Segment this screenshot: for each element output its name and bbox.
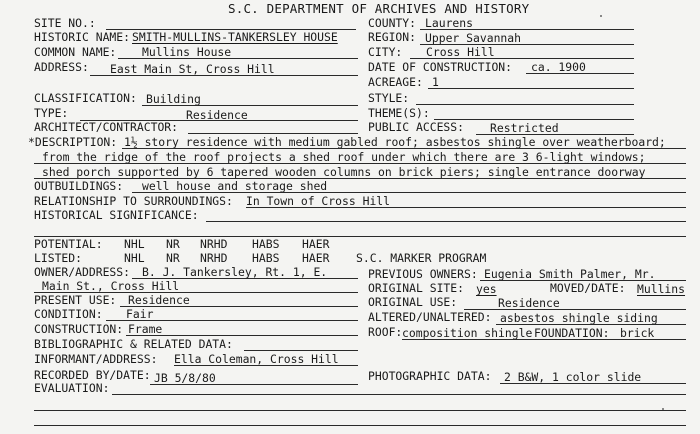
architect-line xyxy=(188,133,358,134)
historic-name-value: SMITH-MULLINS-TANKERSLEY HOUSE xyxy=(132,30,338,44)
listed-nrhd: NRHD xyxy=(200,251,228,265)
county-value: Laurens xyxy=(425,16,474,30)
owner-line-1: B. J. Tankersley, Rt. 1, E. xyxy=(142,265,328,279)
recorded-value: JB 5/8/80 xyxy=(154,371,216,385)
surroundings-line xyxy=(246,207,686,208)
description-rule-1 xyxy=(122,148,686,149)
theme-label: THEME(S): xyxy=(368,106,430,120)
marker-program-label: S.C. MARKER PROGRAM xyxy=(356,251,487,265)
informant-line xyxy=(174,365,358,366)
altered-value: asbestos shingle siding xyxy=(500,311,658,325)
roof-value: composition shingle xyxy=(402,326,533,340)
description-line-1: 1½ story residence with medium gabled roof; asbestos shingle over weatherboard; xyxy=(124,135,666,149)
moved-date-value: Mullins xyxy=(637,282,686,296)
foundation-label: FOUNDATION: xyxy=(534,326,610,340)
roof-foundation-line xyxy=(402,339,686,340)
common-name-value: Mullins House xyxy=(142,45,232,59)
original-use-line xyxy=(464,309,686,310)
photographic-label: PHOTOGRAPHIC DATA: xyxy=(368,369,492,383)
evaluation-label: EVALUATION: xyxy=(34,381,110,395)
present-use-line xyxy=(120,306,358,307)
acreage-line xyxy=(428,88,634,89)
style-line xyxy=(416,104,634,105)
date-label: DATE OF CONSTRUCTION: xyxy=(368,60,513,74)
classification-value: Building xyxy=(146,92,201,106)
historic-name-label: HISTORIC NAME: xyxy=(34,30,131,44)
potential-habs: HABS xyxy=(252,237,280,251)
date-line xyxy=(526,73,634,74)
description-label: *DESCRIPTION: xyxy=(28,135,118,149)
description-rule-3 xyxy=(34,178,686,179)
original-use-value: Residence xyxy=(498,296,560,310)
county-line xyxy=(420,29,634,30)
city-value: Cross Hill xyxy=(426,45,495,59)
common-name-label: COMMON NAME: xyxy=(34,45,117,59)
altered-label: ALTERED/UNALTERED: xyxy=(368,310,492,324)
owner-line-2: Main St., Cross Hill xyxy=(42,279,180,293)
style-label: STYLE: xyxy=(368,91,410,105)
potential-nrhd: NRHD xyxy=(200,237,228,251)
type-label: TYPE: xyxy=(34,106,69,120)
description-rule-2 xyxy=(34,163,686,164)
moved-date-label: MOVED/DATE: xyxy=(550,281,626,295)
region-label: REGION: xyxy=(368,30,417,44)
recorded-line xyxy=(150,384,358,385)
potential-nhl: NHL xyxy=(124,237,145,251)
city-label: CITY: xyxy=(368,45,403,59)
surroundings-label: RELATIONSHIP TO SURROUNDINGS: xyxy=(34,194,233,208)
region-value: Upper Savannah xyxy=(425,31,522,45)
previous-owners-label: PREVIOUS OWNERS: xyxy=(368,267,478,281)
informant-label: INFORMANT/ADDRESS: xyxy=(34,352,158,366)
acreage-value: 1 xyxy=(432,75,439,89)
significance-line xyxy=(206,221,686,222)
evaluation-line-3 xyxy=(34,425,686,426)
original-site-label: ORIGINAL SITE: xyxy=(368,281,465,295)
evaluation-line-2 xyxy=(34,410,686,411)
construction-label: CONSTRUCTION: xyxy=(34,322,124,336)
surroundings-value: In Town of Cross Hill xyxy=(246,194,391,208)
outbuildings-line xyxy=(132,192,686,193)
roof-label: ROOF: xyxy=(368,325,403,339)
condition-value: Fair xyxy=(126,307,154,321)
listed-habs: HABS xyxy=(252,251,280,265)
listed-nhl: NHL xyxy=(124,251,145,265)
present-use-value: Residence xyxy=(128,293,190,307)
previous-owners-value: Eugenia Smith Palmer, Mr. xyxy=(484,267,656,281)
acreage-label: ACREAGE: xyxy=(368,75,423,89)
potential-label: POTENTIAL: xyxy=(34,237,103,251)
common-name-line xyxy=(118,58,358,59)
description-line-3: shed porch supported by 6 tapered wooden columns on brick piers; single entrance doorway xyxy=(42,165,646,179)
bibliographic-line xyxy=(244,350,358,351)
theme-line xyxy=(434,119,634,120)
potential-haer: HAER xyxy=(302,237,330,251)
site-no-label: SITE NO.: xyxy=(34,16,96,30)
form-title: S.C. DEPARTMENT OF ARCHIVES AND HISTORY xyxy=(228,1,530,16)
original-use-label: ORIGINAL USE: xyxy=(368,295,458,309)
potential-nr: NR xyxy=(166,237,180,251)
classification-label: CLASSIFICATION: xyxy=(34,91,137,105)
outbuildings-value: well house and storage shed xyxy=(142,179,328,193)
photographic-value: 2 B&W, 1 color slide xyxy=(504,370,642,384)
listed-haer: HAER xyxy=(302,251,330,265)
significance-label: HISTORICAL SIGNIFICANCE: xyxy=(34,208,199,222)
original-site-value: yes xyxy=(476,282,497,296)
bibliographic-label: BIBLIOGRAPHIC & RELATED DATA: xyxy=(34,337,233,351)
evaluation-line xyxy=(112,394,686,395)
condition-line xyxy=(106,320,358,321)
date-value: ca. 1900 xyxy=(531,60,586,74)
condition-label: CONDITION: xyxy=(34,307,103,321)
construction-value: Frame xyxy=(128,322,163,336)
address-line xyxy=(90,75,358,76)
photographic-line xyxy=(500,383,686,384)
owner-label: OWNER/ADDRESS: xyxy=(34,265,131,279)
scan-speck xyxy=(662,408,664,410)
scan-speck xyxy=(600,15,602,17)
listed-nr: NR xyxy=(166,251,180,265)
address-label: ADDRESS: xyxy=(34,60,89,74)
type-value: Residence xyxy=(186,108,248,122)
public-access-value: Restricted xyxy=(490,121,559,135)
architect-label: ARCHITECT/CONTRACTOR: xyxy=(34,120,179,134)
informant-value: Ella Coleman, Cross Hill xyxy=(174,352,339,366)
foundation-value: brick xyxy=(620,326,655,340)
recorded-label: RECORDED BY/DATE: xyxy=(34,368,151,382)
county-label: COUNTY: xyxy=(368,16,417,30)
public-access-label: PUBLIC ACCESS: xyxy=(368,120,465,134)
present-use-label: PRESENT USE: xyxy=(34,293,117,307)
classification-line xyxy=(142,105,358,106)
city-line xyxy=(410,58,634,59)
listed-label: LISTED: xyxy=(34,251,83,265)
outbuildings-label: OUTBUILDINGS: xyxy=(34,179,124,193)
altered-line xyxy=(496,324,686,325)
address-value: East Main St, Cross Hill xyxy=(110,62,275,76)
construction-line xyxy=(126,335,358,336)
description-line-2: from the ridge of the roof projects a shed roof under which there are 3 6-light windows; xyxy=(42,150,646,164)
